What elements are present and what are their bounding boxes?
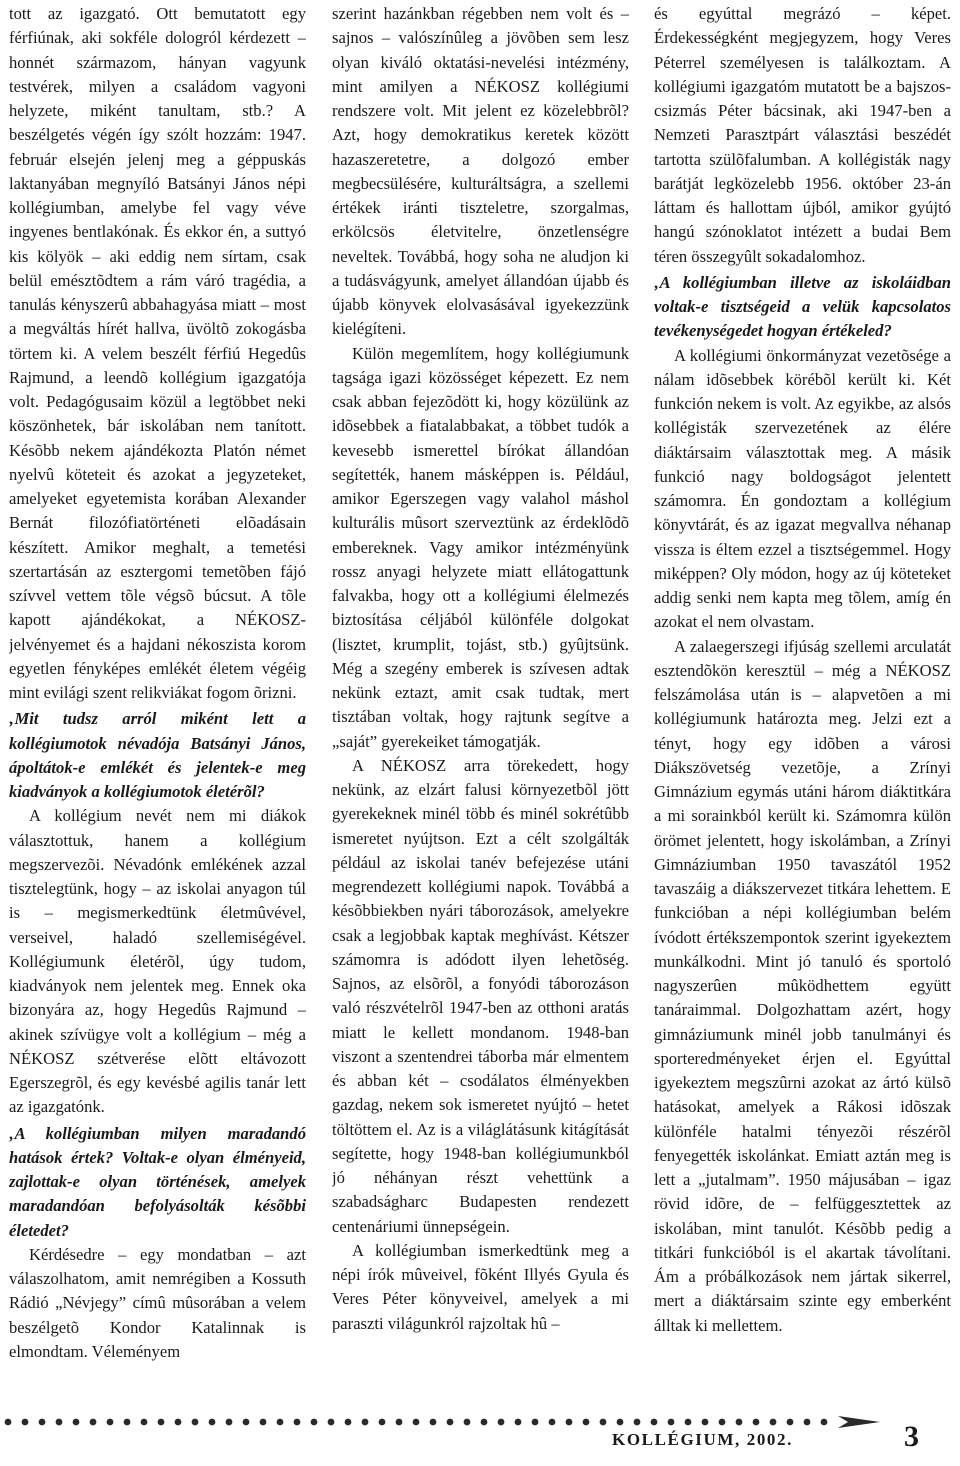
interview-question: ‚A kollégiumban illetve az iskoláidban voltak-e tisztségeid a velük kapcsolatos tevékenységedet hogyan értékeled? (654, 272, 951, 341)
footer-dot (328, 1419, 335, 1426)
footer-dot (413, 1419, 420, 1426)
footer-dot (719, 1419, 726, 1426)
interview-question: ‚Mit tudsz arról miként lett a kollégiumotok névadója Batsányi János, ápoltátok-e emlékét és jelentek-e meg kiadványok a kollégiumotok életérõl? (9, 709, 306, 801)
footer-dot (73, 1419, 80, 1426)
footer-dot (736, 1419, 743, 1426)
footer-dot (498, 1419, 505, 1426)
footer-dot (90, 1419, 97, 1426)
footer-dot (515, 1419, 522, 1426)
footer-dot (243, 1419, 250, 1426)
footer-dot (617, 1419, 624, 1426)
interview-question: ‚A kollégiumban milyen maradandó hatások értek? Voltak-e olyan élményeid, zajlottak-e olyan történések, amelyek maradandóan befolyásolták késõbbi életedet? (9, 1123, 306, 1240)
body-paragraph: A zalaegerszegi ifjúság szellemi arculatát esztendõkön keresztül – még a NÉKOSZ felszámolása után is – alapvetõen a mi kollégiumunk határozta meg. Jelzi ezt a tényt, hogy egy idõben a városi Diákszövetség vezetõje, a Zrínyi Gimnázium egymás utáni három diáktitkára a mi sorainkból került ki. Számomra külön örömet jelentett, hogy iskolámban, a Zrínyi Gimnáziumban 1950 tavaszától 1952 tavaszáig a diákszervezet titkára lehettem. E funkcióban a népi kollégiumban belém ívódott értékszempontok szerint igyekeztem munkálkodni. Mint jó tanuló és sportoló nagyszerûen mûködhettem együtt tanáraimmal. Dolgozhattam azért, hogy gimnáziumunk minél jobb tanulmányi és sporteredményeket érjen el. Egyúttal igyekeztem megszûrni azokat az ártó külsõ hatásokat, amelyek a Rákosi idõszak különféle hatalmi tényezõi részérõl fenyegették iskolánkat. Emiatt aztán meg is lett a „jutalmam”. 1950 májusában – igaz rövid idõre, de – felfüggesztettek az iskolában, mint tanulót. Késõbb pedig a titkári funkcióból is el akartak távolítani. Ám a próbálkozások nem jártak sikerrel, mert a diáktársaim szinte egy emberként álltak ki mellettem. (654, 636, 951, 1335)
footer-dot (481, 1419, 488, 1426)
footer-dot (804, 1419, 811, 1426)
footer-dot (362, 1419, 369, 1426)
footer-arrow (838, 1416, 880, 1428)
footer-dot (192, 1419, 199, 1426)
footer-dot (634, 1419, 641, 1426)
footer-dot (787, 1419, 794, 1426)
footer-dot (753, 1419, 760, 1426)
footer-dot (447, 1419, 454, 1426)
footer-dot (5, 1419, 12, 1426)
footer-dot (226, 1419, 233, 1426)
footer-dot (668, 1419, 675, 1426)
footer-dot (39, 1419, 46, 1426)
footer-dot (311, 1419, 318, 1426)
text-column-1 (9, 2, 306, 1382)
footer-dot-rule (2, 1412, 882, 1432)
footer-dot (175, 1419, 182, 1426)
footer-dot (260, 1419, 267, 1426)
footer-dot (141, 1419, 148, 1426)
body-paragraph: szerint hazánkban régebben nem volt és – sajnos – valószínûleg a jövõben sem lesz olyan kiváló oktatási-nevelési intézmény, mint amilyen a NÉKOSZ kollégiumi rendszere volt. Mit jelent ez közelebbrõl? Azt, hogy demokratikus keretek között hazaszeretetre, a dolgozó ember megbecsülésére, kulturáltságra, a szellemi értékek iránti tiszteletre, szorgalmas, erkölcsös életvitelre, önzetlenségre neveltek. Továbbá, hogy soha ne aludjon ki a tudásvágyunk, amelyet állandóan újabb és újabb könyvek elolvasásával igyekezzünk kielégíteni. (332, 4, 629, 339)
footer-dot (22, 1419, 29, 1426)
footer-dot (549, 1419, 556, 1426)
footer-dot (821, 1419, 828, 1426)
body-paragraph: A NÉKOSZ arra törekedett, hogy nekünk, az elzárt falusi környezetbõl jött gyerekeknek minél több és minél sokrétûbb ismeretet nyújtson. Ezt a célt szolgálták például az iskolai tanév befejezése utáni megrendezett kollégiumi napok. Továbbá a késõbbiekben nyári táborozások, amelyekre csak a legjobbak kaptak meghívást. Kétszer számomra is adódott ilyen lehetõség. Sajnos, az elsõrõl, a fonyódi táborozáson való részvételrõl 1947-ben az otthoni aratás miatt le kellett mondanom. 1948-ban viszont a szentendrei táborba már elmentem és abban két – csodálatos élményekben gazdag, nekem sok ismeretet nyújtó – hetet töltöttem el. Az is a világlátásunk kitágítását segítette, hogy 1948-ban kollégiumunkból jó néhányan részt vehettünk a szabadságharc Budapesten rendezett centenáriumi ünnepségein. (332, 755, 629, 1236)
footer-dot (702, 1419, 709, 1426)
page-number: 3 (904, 1420, 919, 1453)
footer-dot (770, 1419, 777, 1426)
footer-dot (158, 1419, 165, 1426)
footer-dot (566, 1419, 573, 1426)
body-paragraph: Kérdésedre – egy mondatban – azt válaszolhatom, amit nemrégiben a Kossuth Rádió „Névjegy” címû mûsorában a velem beszélgetõ Kondor Katalinnak is elmondtam. Véleményem (9, 1244, 306, 1361)
footer-dot (685, 1419, 692, 1426)
body-paragraph: tott az igazgató. Ott bemutatott egy férfiúnak, aki sokféle dologról kérdezett – honnét származom, hányan vagyunk testvérek, milyen a családom vagyoni helyzete, miként tanultam, stb.? A beszélgetés végén így szólt hozzám: 1947. február elsején jelenj meg a géppuskás laktanyában megnyíló Batsányi János népi kollégiumban, amelybe fel vagy véve ingyenes bentlakónak. És ekkor én, a suttyó kis kölyök – aki eddig nem sírtam, csak belül emésztõdtem a rám váró tragédia, a tanulás kényszerû abbahagyása miatt – most a megváltás hírét hallva, üvöltõ zokogásba törtem ki. A velem beszélt férfiú Hegedûs Rajmund, a leendõ kollégium igazgatója volt. Pedagógusaim közül a legtöbbet neki köszönhetek, bár iskolában nem tanított. Késõbb nekem ajándékozta Platón német nyelvû köteteit és azokat a jegyzeteket, amelyeket egyetemista korában Alexander Bernát filozófiatörténeti elõadásain készített. Amikor meghalt, a temetési szertartásán az esztergomi temetõben fájó szívvel vettem tõle végsõ búcsut. A tõle kapott ajándékokat, a NÉKOSZ-jelvényemet és a hajdani nékoszista korom egyetlen fényképes emlékét életem végéig mint evilági szent relikviákat fogom õrizni. (9, 4, 306, 702)
body-paragraph: és egyúttal megrázó – képet. Érdekességként megjegyzem, hogy Veres Péterrel személyesen is találkoztam. A kollégiumi igazgatóm mutatott be a bajszos-csizmás Péter bácsinak, aki 1947-ben a Nemzeti Parasztpárt választási beszédét tartotta szülõfalumban. A kollégisták nagy barátját legközelebb 1956. október 23-án láttam és hallottam újból, amikor gyújtó hangú szónoklatot intézett a budai Bem téren összegyûlt sokadalomhoz. (654, 4, 951, 266)
body-paragraph: A kollégium nevét nem mi diákok választottuk, hanem a kollégium megszervezõi. Névadónk emlékének azzal tisztelegtünk, hogy – az iskolai anyagon túl is – megismerkedtünk életmûvével, verseivel, haladó szellemiségével. Kollégiumunk életérõl, úgy tudom, kiadványok nem jelentek meg. Ennek oka bizonyára az, hogy Hegedûs Rajmund – akinek szívügye volt a kollégium – még a NÉKOSZ szétverése elõtt eltávozott Egerszegrõl, és egy kevésbé agilis tanár lett az igazgatónk. (9, 806, 306, 1117)
body-paragraph: Külön megemlítem, hogy kollégiumunk tagsága igazi közösséget képezett. Ez nem csak abban fejezõdött ki, hogy közülünk az idõsebbek a fiatalabbakat, a többet tudók a kevesebb ismerettel bírókat állandóan segítették, hanem másképpen is. Például, amikor Egerszegen vagy valahol máshol kulturális mûsort szerveztünk az érdeklõdõ embereknek. Vagy amikor intézményünk rossz anyagi helyzete miatt ellátogattunk falvakba, hogy ott a kollégiumi élelmezés biztosítása céljából különféle dolgokat (lisztet, krumplit, tojást, stb.) gyûjtsünk. Még a szegény emberek is szívesen adtak nekünk eztazt, amit csak tudtak, mert tisztában voltak, hogy rajtunk segítve a „saját” gyerekeiket támogatják. (332, 343, 629, 751)
footer-dot (345, 1419, 352, 1426)
footer-dot (107, 1419, 114, 1426)
body-paragraph: A kollégiumi önkormányzat vezetõsége a nálam idõsebbek körébõl került ki. Két funkción nekem is volt. Az egyikbe, az alsós kollégisták szervezetének az élére diáktársaim választottak meg. A másik funkció nagy boldogságot jelentett számomra. Én gondoztam a kollégium könyvtárát, és az igazat megvallva néhanap vissza is éltem ezzel a tisztségemmel. Hogy miképpen? Oly módon, hogy az új köteteket addig senki nem kapta meg tõlem, amíg én azokat el nem olvastam. (654, 345, 951, 632)
text-column-2 (332, 2, 629, 1382)
footer-dot (583, 1419, 590, 1426)
footer-dot (430, 1419, 437, 1426)
footer-dot (124, 1419, 131, 1426)
footer-dot (464, 1419, 471, 1426)
footer-dot (209, 1419, 216, 1426)
footer-dot (56, 1419, 63, 1426)
body-paragraph: A kollégiumban ismerkedtünk meg a népi írók mûveivel, fõként Illyés Gyula és Veres Péter könyveivel, amelyek a mi paraszti világunkról rajzoltak hû – (332, 1240, 629, 1333)
footer-dot (532, 1419, 539, 1426)
footer-journal-title: KOLLÉGIUM, 2002. (612, 1430, 793, 1449)
footer-dot (294, 1419, 301, 1426)
footer-dot (379, 1419, 386, 1426)
footer-dot (277, 1419, 284, 1426)
footer-dot (600, 1419, 607, 1426)
text-column-3 (654, 2, 951, 1382)
footer-dot (396, 1419, 403, 1426)
footer-dot (651, 1419, 658, 1426)
